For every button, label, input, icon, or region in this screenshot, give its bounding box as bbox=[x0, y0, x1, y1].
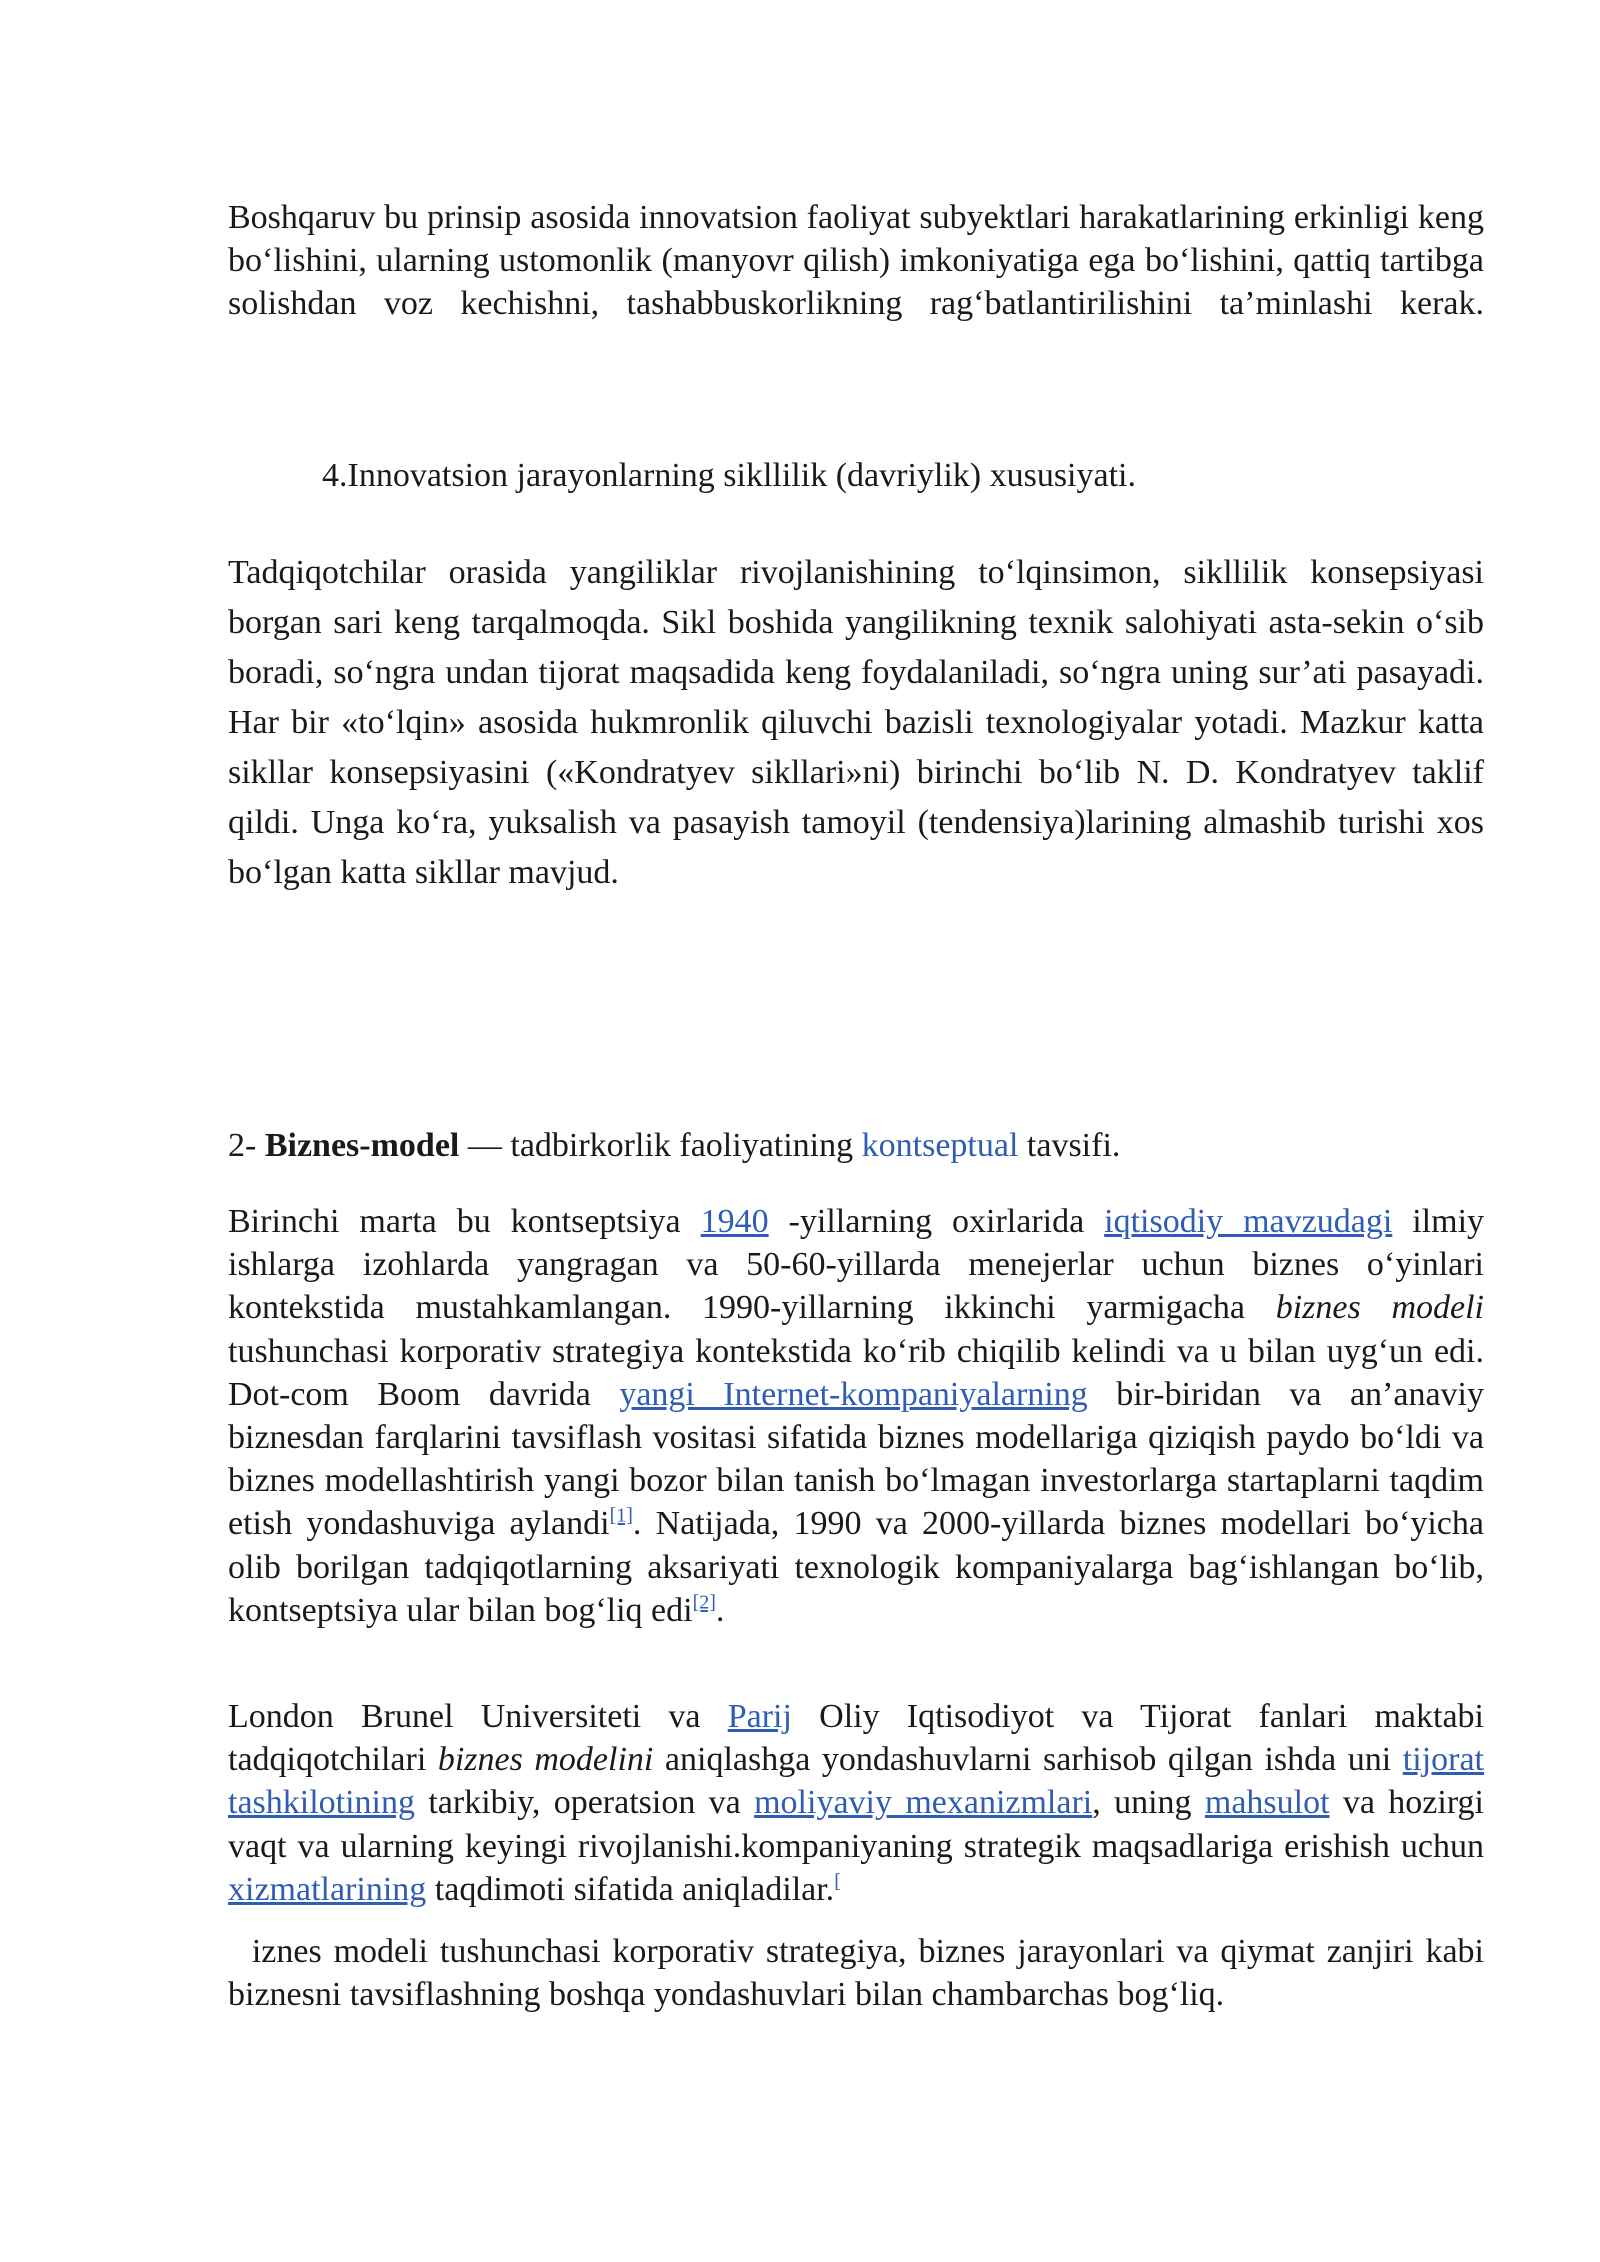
paragraph-tadqiqotchilar: Tadqiqotchilar orasida yangiliklar rivojlanishining to‘lqinsimon, sikllilik konsepsiyasi borgan sari keng tarqalmoqda. Sikl boshida yangilikning texnik salohiyati asta-sekin o‘sib boradi, so‘ngra undan tijorat maqsadida keng foydalaniladi, so‘ngra uning sur’ati pasayadi. Har bir «to‘lqin» asosida hukmronlik qiluvchi bazisli texnologiyalar yotadi. Mazkur katta sikllar konsepsiyasini («Kondratyev sikllari»ni) birinchi bo‘lib N. D. Kondratyev taklif qildi. Unga ko‘ra, yuksalish va pasayish tamoyil (tendensiya)larining almashib turishi xos bo‘lgan katta sikllar mavjud. bbox=[228, 554, 1484, 891]
text-span: . Natijada, 1990 va 2000-yillarda biznes modellari bo‘yicha olib borilgan tadqiqotlarning aksariyati texnologik kompaniyalarga bag‘ishlangan bo‘lib, kontseptsiya ular bilan bog‘liq edi bbox=[228, 1505, 1484, 1629]
text-span: . bbox=[715, 1591, 725, 1629]
footnote-2-link[interactable]: [2] bbox=[692, 1591, 716, 1614]
kontseptual-link[interactable]: kontseptual bbox=[861, 1127, 1019, 1164]
biznes-model-definition: — tadbirkorlik faoliyatining bbox=[459, 1127, 862, 1164]
text-span: , uning bbox=[1092, 1784, 1205, 1822]
paragraph-boshqaruv: Boshqaruv bu prinsip asosida innovatsion faoliyat subyektlari harakatlarining erkinligi keng bo‘lishini, ularning ustomonlik (manyovr qilish) imkoniyatiga ega bo‘lishini, qattiq tartibga solishdan voz kechishni, tashabbuskorlikning rag‘batlantirilishini ta’minlashi kerak. bbox=[228, 199, 1484, 322]
footnote-1-link[interactable]: [1] bbox=[609, 1505, 633, 1528]
italic-biznes-modeli: biznes modeli bbox=[1275, 1289, 1484, 1327]
text-span: London Brunel Universiteti va bbox=[228, 1698, 728, 1735]
link-xizmatlarining[interactable]: xizmatlarining bbox=[228, 1870, 427, 1908]
text-span: Birinchi marta bu kontseptsiya bbox=[228, 1203, 701, 1240]
text-span: tushunchasi korporativ strategiya kontekstida ko‘rib chiqilib kelindi va u bilan uyg‘un edi. Dot-com Boom davrida bbox=[228, 1332, 1484, 1413]
link-parij[interactable]: Parij bbox=[727, 1698, 792, 1735]
link-moliyaviy-mexanizmlari[interactable]: moliyaviy mexanizmlari bbox=[754, 1784, 1093, 1822]
paragraph-london-brunel bbox=[228, 1695, 1484, 1911]
text-span: va hozirgi vaqt va ularning keyingi rivojlanishi.kompaniyaning strategik maqsadlariga erishish uchun bbox=[228, 1784, 1484, 1865]
biznes-model-term: Biznes-model bbox=[264, 1127, 460, 1164]
biznes-model-heading bbox=[228, 1124, 1120, 1167]
biznes-model-definition-end: tavsifi. bbox=[1018, 1127, 1121, 1164]
link-mahsulot[interactable]: mahsulot bbox=[1204, 1784, 1330, 1822]
text-span: Oliy Iqtisodiyot va Tijorat fanlari maktabi tadqiqotchilari bbox=[228, 1698, 1484, 1779]
text-span: tarkibiy, operatsion va bbox=[415, 1784, 755, 1822]
link-1940[interactable]: 1940 bbox=[700, 1203, 769, 1240]
biznes-model-number: 2- bbox=[228, 1127, 265, 1164]
text-span: ilmiy ishlarga izohlarda yangragan va 50-60-yillarda menejerlar uchun biznes o‘yinlari kontekstida mustahkamlangan. 1990-yillarning ikkinchi yarmigacha bbox=[228, 1203, 1485, 1327]
footnote-3-link[interactable]: [ bbox=[834, 1870, 841, 1893]
text-span: taqdimoti sifatida aniqladilar. bbox=[426, 1870, 835, 1908]
italic-biznes-modelini: biznes modelini bbox=[437, 1741, 654, 1779]
link-internet-kompaniyalarning[interactable]: yangi Internet-kompaniyalarning bbox=[619, 1375, 1088, 1413]
text-span: bir-biridan va an’anaviy biznesdan farqlarini tavsiflash vositasi sifatida biznes modellariga qiziqish paydo bo‘ldi va biznes modellashtirish yangi bozor bilan tanish bo‘lmagan investorlarga startaplarni taqdim etish yondashuviga aylandi bbox=[228, 1375, 1484, 1543]
link-iqtisodiy-mavzudagi[interactable]: iqtisodiy mavzudagi bbox=[1104, 1203, 1393, 1240]
heading-innovatsion-jarayonlar: 4.Innovatsion jarayonlarning sikllilik (davriylik) xususiyati. bbox=[322, 457, 1136, 494]
link-tijorat-tashkilotining[interactable]: tijorat tashkilotining bbox=[228, 1741, 1484, 1822]
paragraph-birinchi-marta bbox=[228, 1200, 1484, 1632]
paragraph-biznes-modeli-tushunchasi: iznes modeli tushunchasi korporativ strategiya, biznes jarayonlari va qiymat zanjiri kabi biznesni tavsiflashning boshqa yondashuvlari bilan chambarchas bog‘liq. bbox=[228, 1933, 1493, 2014]
text-span: -yillarning oxirlarida bbox=[768, 1203, 1105, 1240]
text-span: aniqlashga yondashuvlarni sarhisob qilgan ishda uni bbox=[653, 1741, 1403, 1779]
